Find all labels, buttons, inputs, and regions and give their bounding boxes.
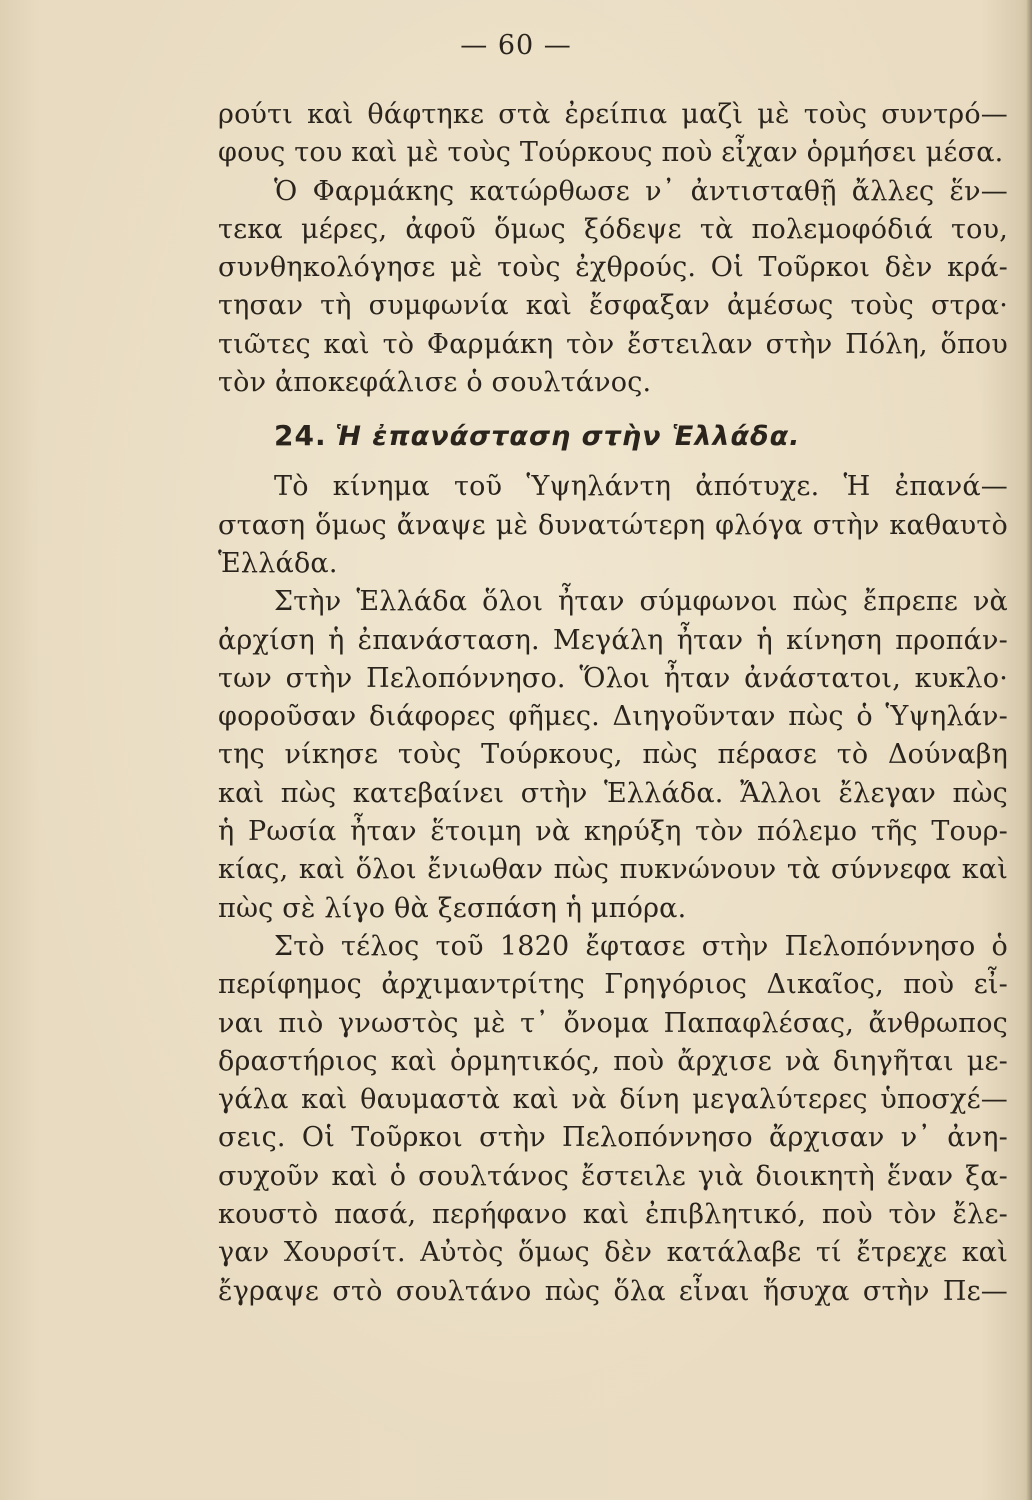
text-line: Ὁ Φαρμάκης κατώρθωσε ν᾽ ἀντισταθῇ ἄλλες ἕν— [274, 175, 1008, 207]
text-line: περίφημος ἀρχιμαντρίτης Γρηγόριος Δικαῖος, ποὺ εἶ- [218, 969, 1008, 1001]
text-line: των στὴν Πελοπόννησο. Ὅλοι ἦταν ἀνάστατοι, κυκλο· [218, 662, 1008, 694]
text-line: τιῶτες καὶ τὸ Φαρμάκη τὸν ἔστειλαν στὴν Πόλη, ὅπου [218, 328, 1008, 360]
text-line: φους του καὶ μὲ τοὺς Τούρκους ποὺ εἶχαν ὁρμήσει μέσα. [218, 137, 1004, 169]
text-line: γάλα καὶ θαυμαστὰ καὶ νὰ δίνη μεγαλύτερες ὑποσχέ— [218, 1084, 1008, 1116]
text-line: συχοῦν καὶ ὁ σουλτάνος ἔστειλε γιὰ διοικητὴ ἕναν ξα- [218, 1160, 1008, 1192]
text-line: Στὴν Ἑλλάδα ὅλοι ἦταν σύμφωνοι πὼς ἔπρεπε νὰ [274, 586, 1008, 618]
text-line: γαν Χουρσίτ. Αὐτὸς ὅμως δὲν κατάλαβε τί ἔτρεχε καὶ [218, 1237, 1008, 1269]
paragraph-5 [218, 928, 1008, 1311]
page-number: — 60 — [460, 30, 572, 61]
text-line: της νίκησε τοὺς Τούρκους, πὼς πέρασε τὸ Δούναβη [218, 739, 1008, 771]
section-heading [218, 410, 1008, 462]
text-line: Ἑλλάδα. [218, 547, 338, 579]
page-edge-shadow [1026, 0, 1032, 1500]
text-line: καὶ πὼς κατεβαίνει στὴν Ἑλλάδα. Ἄλλοι ἔλεγαν πὼς [218, 777, 1008, 809]
text-line: ναι πιὸ γνωστὸς μὲ τ᾽ ὄνομα Παπαφλέσας, ἄνθρωπος [218, 1007, 1008, 1039]
text-line: τησαν τὴ συμφωνία καὶ ἔσφαξαν ἀμέσως τοὺς στρα· [218, 290, 1008, 322]
paragraph-1 [218, 96, 1008, 173]
text-line: σεις. Οἱ Τοῦρκοι στὴν Πελοπόννησο ἄρχισαν ν᾽ ἀνη- [218, 1122, 1008, 1154]
text-line: τεκα μέρες, ἀφοῦ ὅμως ξόδεψε τὰ πολεμοφόδιά του, [218, 213, 1008, 245]
text-line: συνθηκολόγησε μὲ τοὺς ἐχθρούς. Οἱ Τοῦρκοι δὲν κρά- [218, 252, 1008, 284]
text-line: ἀρχίση ἡ ἐπανάσταση. Μεγάλη ἦταν ἡ κίνηση προπάν- [218, 624, 1008, 656]
text-line: τὸν ἀποκεφάλισε ὁ σουλτάνος. [218, 367, 652, 399]
text-line: κουστὸ πασά, περήφανο καὶ ἐπιβλητικό, ποὺ τὸν ἔλε- [218, 1199, 1008, 1231]
text-line: ρούτι καὶ θάφτηκε στὰ ἐρείπια μαζὶ μὲ τοὺς συντρό— [218, 99, 1008, 130]
text-line: σταση ὅμως ἄναψε μὲ δυνατώτερη φλόγα στὴν καθαυτὸ [218, 509, 1008, 541]
paragraph-3 [218, 468, 1008, 583]
section-number: 24. [274, 419, 327, 453]
text-line: πὼς σὲ λίγο θὰ ξεσπάση ἡ μπόρα. [218, 892, 687, 924]
paragraph-4 [218, 583, 1008, 928]
text-line: ἔγραψε στὸ σουλτάνο πὼς ὅλα εἶναι ἥσυχα στὴν Πε— [218, 1275, 1008, 1307]
text-line: φοροῦσαν διάφορες φῆμες. Διηγοῦνταν πὼς ὁ Ὑψηλάν- [218, 701, 1008, 733]
text-line: δραστήριος καὶ ὁρμητικός, ποὺ ἄρχισε νὰ διηγῆται με- [218, 1045, 1008, 1077]
paragraph-2 [218, 173, 1008, 403]
text-line: Στὸ τέλος τοῦ 1820 ἔφτασε στὴν Πελοπόννησο ὁ [274, 930, 1008, 962]
text-line: Τὸ κίνημα τοῦ Ὑψηλάντη ἀπότυχε. Ἡ ἐπανά— [274, 471, 1008, 503]
section-title: Ἡ ἐπανάσταση στὴν Ἑλλάδα. [335, 421, 801, 453]
text-line: κίας, καὶ ὅλοι ἔνιωθαν πὼς πυκνώνουν τὰ σύννεφα καὶ [218, 854, 1008, 886]
page-body [218, 96, 1008, 1311]
text-line: ἡ Ρωσία ἦταν ἕτοιμη νὰ κηρύξη τὸν πόλεμο τῆς Τουρ- [218, 816, 1008, 848]
